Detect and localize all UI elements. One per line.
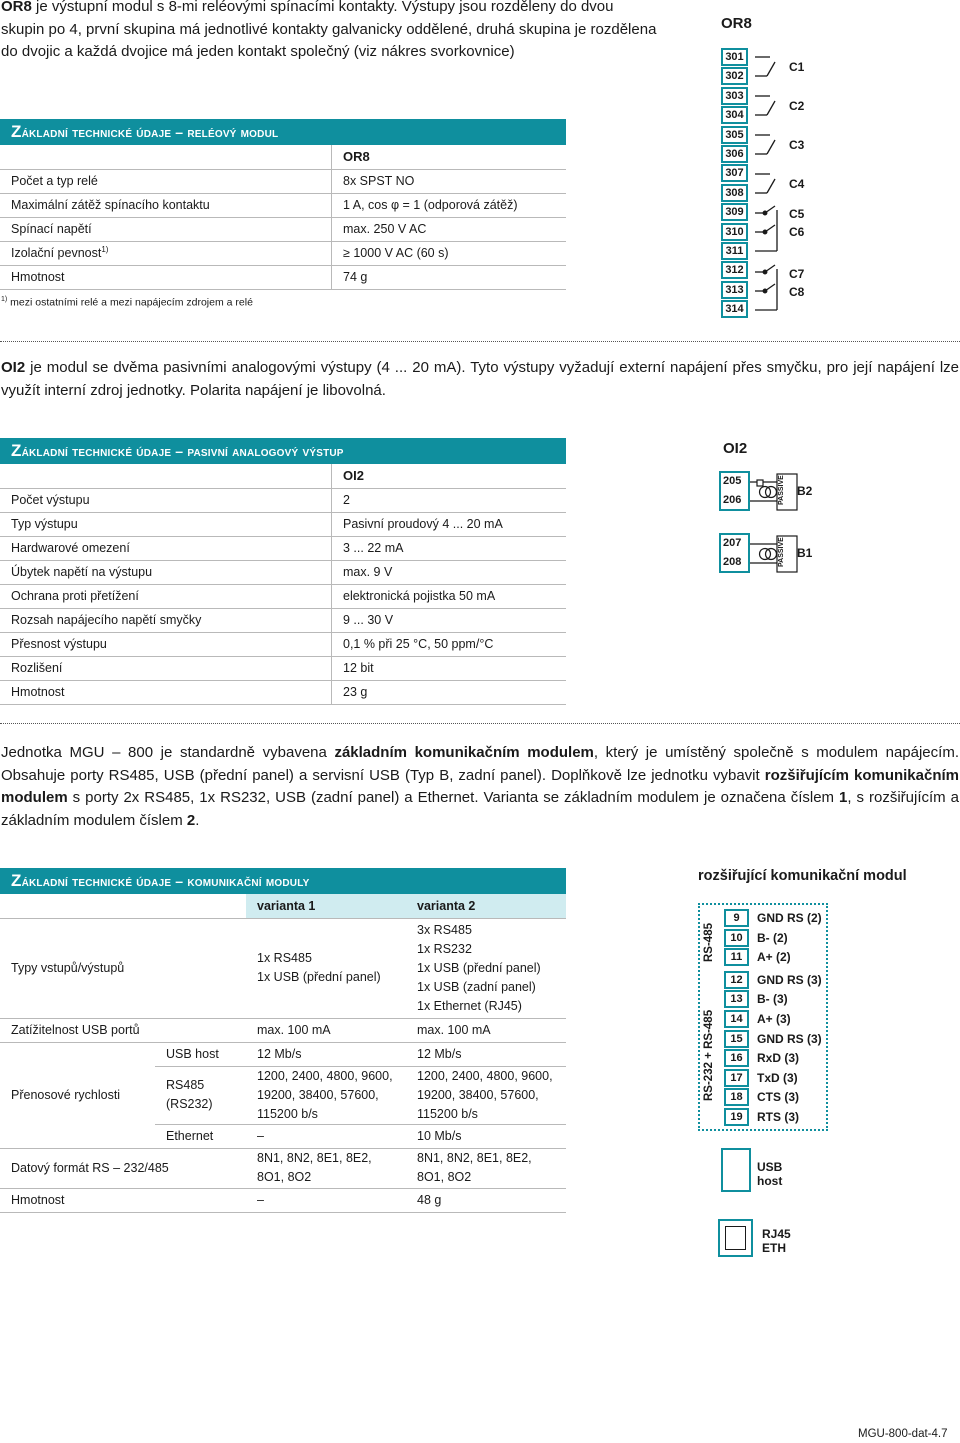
usb-host-label <box>757 1160 782 1188</box>
footnote-text: mezi ostatními relé a mezi napájecím zdrojem a relé <box>7 296 253 309</box>
terminal-number: 206 <box>723 494 742 506</box>
relay-label: Maximální zátěž spínacího kontaktu <box>0 193 332 217</box>
value-line: 8N1, 8N2, 8E1, 8E2, <box>257 1151 372 1165</box>
oi2-terminal-diagram <box>715 437 960 577</box>
terminal-number: 310 <box>721 223 748 241</box>
analog-label: Typ výstupu <box>0 512 332 536</box>
comm-value: 12 Mb/s <box>246 1042 406 1066</box>
pin-signal-label: GND RS (2) <box>757 911 822 925</box>
comm-value: 48 g <box>406 1188 566 1212</box>
terminal-number: 303 <box>721 87 748 105</box>
value-line: 8O1, 8O2 <box>417 1170 472 1184</box>
table-row <box>0 193 566 217</box>
comm-value <box>246 918 406 1018</box>
analog-value: elektronická pojistka 50 mA <box>332 584 567 608</box>
terminal-number: 313 <box>721 281 748 299</box>
analog-label: Hmotnost <box>0 680 332 704</box>
value-line: 1200, 2400, 4800, 9600, <box>257 1068 393 1083</box>
comm-value <box>246 1148 406 1188</box>
analog-label: Rozlišení <box>0 656 332 680</box>
relay-header-text: ákladní technické údaje – reléový modul <box>21 124 279 140</box>
value-line: host <box>757 1174 783 1188</box>
terminal-number: 304 <box>721 106 748 124</box>
or8-terminal-diagram <box>715 10 960 325</box>
analog-header-initial: Z <box>11 441 22 460</box>
comm-value: – <box>246 1124 406 1148</box>
value-line: RS485 <box>166 1078 205 1092</box>
analog-spec-table <box>0 464 566 705</box>
analog-label: Úbytek napětí na výstupu <box>0 560 332 584</box>
table-row <box>0 680 566 704</box>
value-line: 3x RS485 <box>417 922 472 937</box>
terminal-number: 311 <box>721 242 748 260</box>
analog-value: 3 ... 22 mA <box>332 536 567 560</box>
contact-label: C6 <box>789 225 805 239</box>
terminal-number: 205 <box>723 475 742 487</box>
comm-sublabel <box>155 1066 246 1124</box>
value-line: 115200 b/s <box>257 1106 318 1121</box>
contact-label: C3 <box>789 138 805 152</box>
analog-label: Počet výstupu <box>0 488 332 512</box>
relay-label: Izolační pevnost <box>11 246 102 261</box>
section-divider <box>0 341 960 342</box>
pin-number: 9 <box>724 909 749 927</box>
or8-diagram-title: OR8 <box>721 15 752 32</box>
comm-value: – <box>246 1188 406 1212</box>
oi2-intro-lead: OI2 <box>1 359 26 376</box>
comm-intro-text: , s rozšiřujícím a základním modulem číslem <box>1 789 959 829</box>
variant-1-head: varianta 1 <box>246 894 406 918</box>
relay-value: 8x SPST NO <box>332 169 567 193</box>
table-row <box>0 169 566 193</box>
relay-value: max. 250 V AC <box>332 217 567 241</box>
output-label: B2 <box>797 484 813 498</box>
analog-value: 12 bit <box>332 656 567 680</box>
pin-number: 11 <box>724 948 749 966</box>
relay-footnote <box>1 296 253 309</box>
pin-number: 18 <box>724 1088 749 1106</box>
table-row <box>0 1188 566 1212</box>
contact-label: C8 <box>789 285 805 299</box>
oi2-diagram-title: OI2 <box>723 440 748 457</box>
comm-intro-bold: základním komunikačním modulem <box>334 744 594 761</box>
comm-label: Přenosové rychlosti <box>0 1042 155 1148</box>
pin-number: 17 <box>724 1069 749 1087</box>
pin-signal-label: B- (2) <box>757 930 788 945</box>
relay-spec-header <box>0 119 566 145</box>
pin-signal-label: RxD (3) <box>757 1051 800 1066</box>
value-line: 1x USB (zadní panel) <box>417 979 536 994</box>
value-line: (RS232) <box>166 1097 213 1111</box>
variant-2-head: varianta 2 <box>406 894 566 918</box>
terminal-number: 305 <box>721 126 748 144</box>
comm-header-initial: Z <box>11 871 22 890</box>
or8-intro-lead: OR8 <box>1 0 32 15</box>
ext-diagram-title: rozšiřující komunikační modul <box>698 868 907 884</box>
table-row <box>0 632 566 656</box>
passive-label: PASSIVE <box>778 537 785 567</box>
pin-signal-label: GND RS (3) <box>757 1031 822 1046</box>
pin-number: 16 <box>724 1049 749 1067</box>
table-row <box>0 265 566 289</box>
relay-footnote-ref: 1) <box>101 245 109 255</box>
analog-value: Pasivní proudový 4 ... 20 mA <box>332 512 567 536</box>
table-row <box>0 918 566 1018</box>
page-footer-code: MGU-800-dat-4.7 <box>858 1428 948 1440</box>
analog-value: 9 ... 30 V <box>332 608 567 632</box>
table-row <box>0 512 566 536</box>
terminal-number: 312 <box>721 261 748 279</box>
value-line: RJ45 <box>762 1227 791 1241</box>
rj45-port-icon <box>718 1219 753 1257</box>
relay-col-head: OR8 <box>332 145 567 169</box>
value-line: 1x Ethernet (RJ45) <box>417 998 522 1013</box>
ext-comm-module-diagram <box>695 865 960 1265</box>
comm-header-text: ákladní technické údaje – komunikační moduly <box>21 873 310 889</box>
table-row <box>0 1042 566 1066</box>
pin-signal-label: TxD (3) <box>757 1070 798 1085</box>
value-line: 115200 b/s <box>417 1106 478 1121</box>
value-line: 1x RS232 <box>417 941 472 956</box>
comm-intro-bold: rozšiřujícím komunikačním modulem <box>1 766 960 806</box>
pin-number: 10 <box>724 929 749 947</box>
comm-spec-table <box>0 894 566 1213</box>
contact-label: C4 <box>789 177 805 191</box>
value-line: 1200, 2400, 4800, 9600, <box>417 1068 553 1083</box>
pin-number: 14 <box>724 1010 749 1028</box>
analog-label: Rozsah napájecího napětí smyčky <box>0 608 332 632</box>
contact-label: C2 <box>789 99 805 113</box>
table-row <box>0 536 566 560</box>
analog-spec-header <box>0 438 566 464</box>
pin-number: 13 <box>724 990 749 1008</box>
terminal-number: 308 <box>721 184 748 202</box>
comm-sublabel: Ethernet <box>155 1124 246 1148</box>
oi2-intro-text: je modul se dvěma pasivními analogovými výstupy (4 ... 20 mA). Tyto výstupy vyžadují externí napájení přes smyčku, pro její napájení lze využít interní zdroj jednotky. Polarita napájení je libovolná. <box>1 359 959 399</box>
comm-intro-text: s porty 2x RS485, 1x RS232, USB (zadní panel) a Ethernet. Varianta se základním modulem je označena číslem <box>67 789 840 806</box>
comm-value <box>406 918 566 1018</box>
pin-signal-label: A+ (3) <box>757 1012 791 1026</box>
terminal-number: 314 <box>721 300 748 318</box>
analog-col-head: OI2 <box>332 464 567 488</box>
comm-label: Hmotnost <box>0 1188 246 1212</box>
table-row <box>0 217 566 241</box>
table-row <box>0 584 566 608</box>
comm-intro-text: , který je umístěný společně s modulem napájecím. Obsahuje porty RS485, USB (přední panel) a servisní USB (Typ B, zadní panel). Doplňkově lze jednotku vybavit <box>1 744 959 784</box>
analog-label: Hardwarové omezení <box>0 536 332 560</box>
rs485-side-label: RS-485 <box>703 923 715 962</box>
terminal-number: 208 <box>723 556 742 568</box>
table-row <box>0 241 566 265</box>
comm-value: max. 100 mA <box>246 1018 406 1042</box>
analog-label: Přesnost výstupu <box>0 632 332 656</box>
analog-value: max. 9 V <box>332 560 567 584</box>
comm-intro-text: . <box>195 811 200 829</box>
footnote-mark: 1) <box>1 296 8 303</box>
value-line: 19200, 38400, 57600, <box>417 1087 539 1102</box>
value-line: 1x RS485 <box>257 951 312 965</box>
comm-intro-paragraph <box>1 742 959 832</box>
contact-label: C5 <box>789 207 805 221</box>
comm-value: 10 Mb/s <box>406 1124 566 1148</box>
comm-value <box>246 1066 406 1124</box>
pin-number: 15 <box>724 1030 749 1048</box>
contact-label: C7 <box>789 267 805 281</box>
value-line: 8O1, 8O2 <box>257 1170 312 1184</box>
comm-spec-header <box>0 868 566 894</box>
pin-number: 19 <box>724 1108 749 1126</box>
terminal-number: 302 <box>721 67 748 85</box>
analog-value: 2 <box>332 488 567 512</box>
rj45-eth-label <box>762 1227 791 1255</box>
analog-value: 23 g <box>332 680 567 704</box>
output-label: B1 <box>797 546 813 560</box>
comm-sublabel: USB host <box>155 1042 246 1066</box>
pin-signal-label: A+ (2) <box>757 950 791 965</box>
terminal-number: 309 <box>721 203 748 221</box>
comm-intro-text: Jednotka MGU – 800 je standardně vybavena <box>1 744 335 761</box>
comm-intro-bold: 2 <box>186 811 196 829</box>
analog-label: Ochrana proti přetížení <box>0 584 332 608</box>
value-line: 1x USB (přední panel) <box>257 970 381 984</box>
rs232-rs485-side-label: RS-232 + RS-485 <box>703 1009 715 1101</box>
table-row <box>0 560 566 584</box>
terminal-number: 307 <box>721 164 748 182</box>
terminal-number: 306 <box>721 145 748 163</box>
analog-value: 0,1 % při 25 °C, 50 ppm/°C <box>332 632 567 656</box>
oi2-intro-paragraph <box>1 357 959 402</box>
comm-value: max. 100 mA <box>406 1018 566 1042</box>
table-row <box>0 1148 566 1188</box>
pin-signal-label: CTS (3) <box>757 1090 799 1105</box>
comm-value: 12 Mb/s <box>406 1042 566 1066</box>
comm-intro-bold: 1 <box>839 789 848 806</box>
terminal-number: 301 <box>721 48 748 66</box>
comm-label: Datový formát RS – 232/485 <box>0 1148 246 1188</box>
relay-header-initial: Z <box>11 122 22 141</box>
section-divider <box>0 723 960 724</box>
pin-signal-label: RTS (3) <box>757 1110 799 1124</box>
relay-label: Spínací napětí <box>0 217 332 241</box>
passive-label: PASSIVE <box>778 475 785 505</box>
relay-value: 74 g <box>332 265 567 289</box>
or8-intro-text: je výstupní modul s 8-mi reléovými spínacími kontakty. Výstupy jsou rozděleny do dvou skupin po 4, první skupina má jednotlivé kontakty galvanicky oddělené, druhá skupina je rozdělena do dvojic a každá dvojice má jeden kontakt společný (viz nákres svorkovnice) <box>1 0 657 60</box>
comm-label: Typy vstupů/výstupů <box>0 918 246 1018</box>
or8-intro-paragraph <box>1 0 657 64</box>
comm-label: Zatížitelnost USB portů <box>0 1018 246 1042</box>
table-row <box>0 656 566 680</box>
relay-value: 1 A, cos φ = 1 (odporová zátěž) <box>332 193 567 217</box>
value-line: 8N1, 8N2, 8E1, 8E2, <box>417 1151 532 1165</box>
pin-number: 12 <box>724 971 749 989</box>
comm-value <box>406 1066 566 1124</box>
or8-contact-symbols <box>715 10 960 325</box>
analog-header-text: ákladní technické údaje – pasivní analogový výstup <box>21 443 344 459</box>
terminal-number: 207 <box>723 537 742 549</box>
value-line: USB <box>757 1160 783 1174</box>
relay-label: Počet a typ relé <box>0 169 332 193</box>
value-line: 19200, 38400, 57600, <box>257 1087 379 1102</box>
relay-spec-table <box>0 145 566 290</box>
contact-label: C1 <box>789 60 805 74</box>
comm-value <box>406 1148 566 1188</box>
pin-signal-label: GND RS (3) <box>757 972 822 987</box>
relay-value: ≥ 1000 V AC (60 s) <box>332 241 567 265</box>
pin-signal-label: B- (3) <box>757 992 788 1007</box>
relay-label: Hmotnost <box>0 265 332 289</box>
oi2-circuit-symbols <box>715 437 960 577</box>
table-row <box>0 1018 566 1042</box>
usb-port-icon <box>721 1148 751 1192</box>
table-row <box>0 608 566 632</box>
table-row <box>0 488 566 512</box>
value-line: 1x USB (přední panel) <box>417 960 541 975</box>
value-line: ETH <box>762 1241 786 1255</box>
